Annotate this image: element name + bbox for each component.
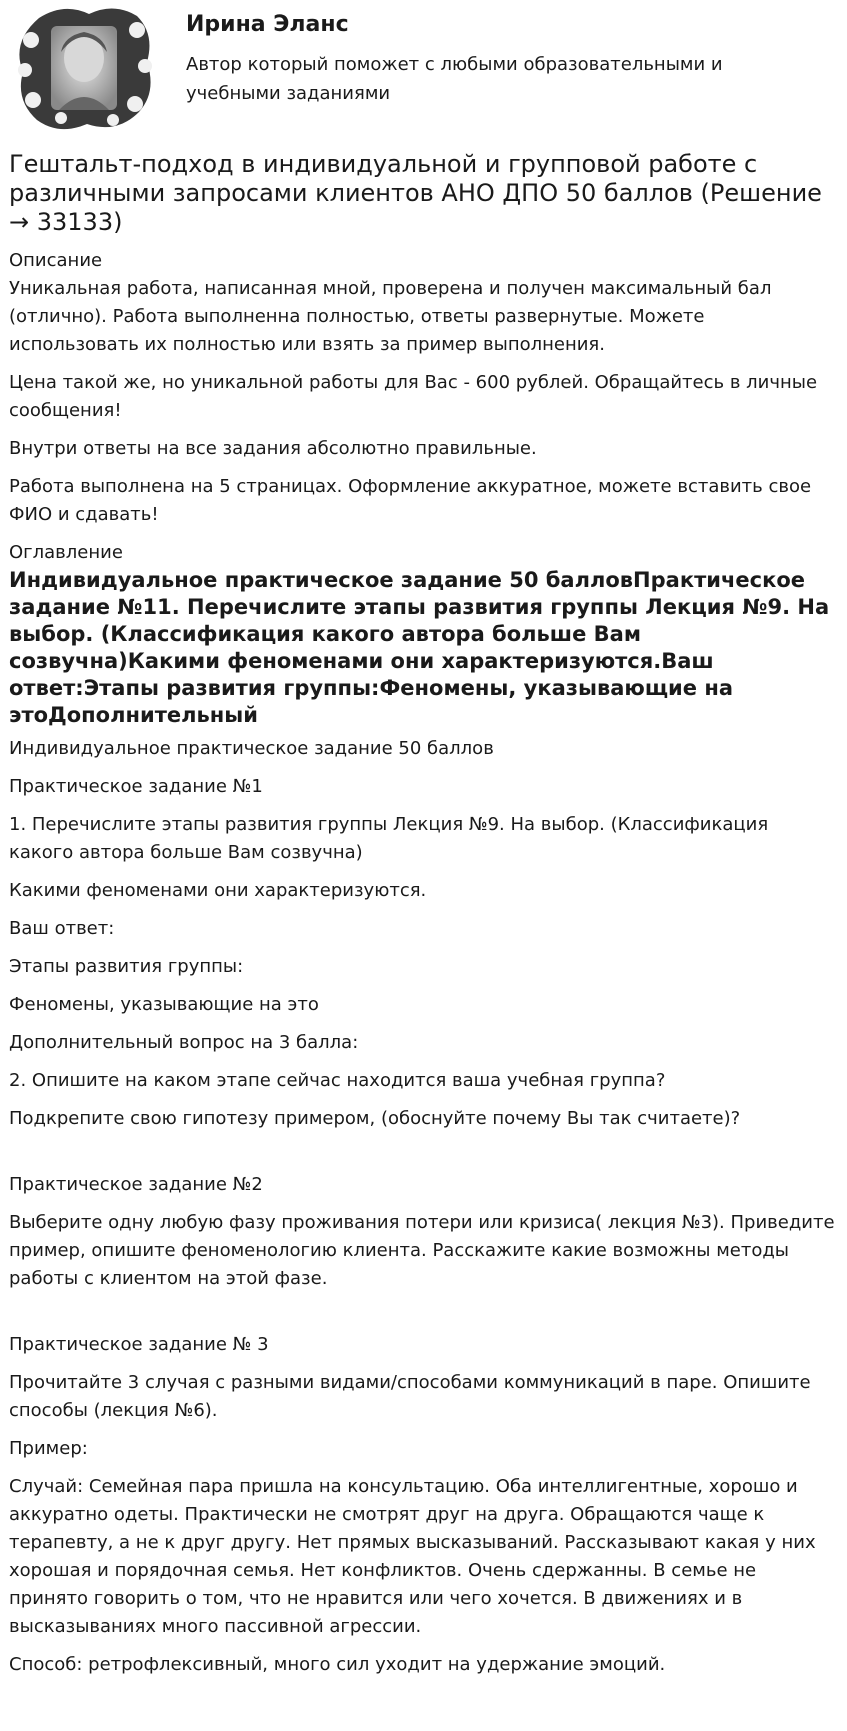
- author-name[interactable]: Ирина Эланс: [186, 12, 349, 37]
- author-description: Автор который поможет с любыми образовательными и учебными заданиями: [186, 54, 723, 104]
- contents-paragraph: Дополнительный вопрос на 3 балла:: [9, 1032, 359, 1053]
- contents-paragraph: Прочитайте 3 случая с разными видами/способами коммуникаций в паре. Опишите способы (лекция №6).: [9, 1372, 811, 1421]
- contents-paragraph: Практическое задание № 3: [9, 1334, 269, 1355]
- description-paragraph: Внутри ответы на все задания абсолютно правильные.: [9, 438, 537, 459]
- contents-paragraph: Пример:: [9, 1438, 88, 1459]
- description-paragraph: Работа выполнена на 5 страницах. Оформление аккуратное, можете вставить свое ФИО и сдавать!: [9, 476, 812, 525]
- description-label: Описание: [9, 250, 103, 271]
- author-info: [186, 0, 796, 108]
- contents-paragraph: Феномены, указывающие на это: [9, 994, 319, 1015]
- contents-paragraph: Практическое задание №2: [9, 1174, 263, 1195]
- contents-paragraph: Практическое задание №1: [9, 776, 263, 797]
- author-card: [9, 0, 838, 136]
- contents-paragraph: 2. Опишите на каком этапе сейчас находится ваша учебная группа?: [9, 1070, 666, 1091]
- contents-paragraph: Индивидуальное практическое задание 50 баллов: [9, 738, 494, 759]
- contents-paragraph: Способ: ретрофлексивный, много сил уходит на удержание эмоций.: [9, 1654, 666, 1675]
- author-avatar[interactable]: [9, 0, 159, 136]
- contents-paragraph: Выберите одну любую фазу проживания потери или кризиса( лекция №3). Приведите пример, опишите феноменологию клиента. Расскажите какие возможны методы работы с клиентом на этой фазе.: [9, 1212, 835, 1289]
- contents-label: Оглавление: [9, 542, 123, 563]
- spacer: [9, 1143, 838, 1171]
- contents-paragraph: Подкрепите свою гипотезу примером, (обоснуйте почему Вы так считаете)?: [9, 1108, 741, 1129]
- contents-paragraph: Этапы развития группы:: [9, 956, 244, 977]
- description-paragraph: Цена такой же, но уникальной работы для Вас - 600 рублей. Обращайтесь в личные сообщения!: [9, 372, 818, 421]
- contents-paragraph: Какими феноменами они характеризуются.: [9, 880, 427, 901]
- contents-paragraph: 1. Перечислите этапы развития группы Лекция №9. На выбор. (Классификация какого автора больше Вам созвучна): [9, 814, 769, 863]
- spacer: [9, 1303, 838, 1331]
- contents-paragraph: Случай: Семейная пара пришла на консультацию. Оба интеллигентные, хорошо и аккуратно одеты. Практически не смотрят друг на друга. Обращаются чаще к терапевту, а не к друг другу. Нет прямых высказываний. Рассказывают какая у них хорошая и порядочная семья. Нет конфликтов. Очень сдержанны. В семье не принято говорить о том, что не нравится или чего хочется. В движениях и в высказываниях много пассивной агрессии.: [9, 1476, 816, 1637]
- contents-heading: Индивидуальное практическое задание 50 балловПрактическое задание №11. Перечислите этапы развития группы Лекция №9. На выбор. (Классификация какого автора больше Вам созвучна)Какими феноменами они характеризуются.Ваш ответ:Этапы развития группы:Феномены, указывающие на этоДополнительный: [9, 568, 830, 727]
- page-title: Гештальт-подход в индивидуальной и групповой работе с различными запросами клиентов АНО ДПО 50 баллов (Решение → 33133): [9, 150, 822, 236]
- contents-paragraph: Ваш ответ:: [9, 918, 115, 939]
- description-paragraph: Уникальная работа, написанная мной, проверена и получен максимальный бал (отлично). Работа выполненна полностью, ответы развернутые. Можете использовать их полностью или взять за пример выполнения.: [9, 278, 772, 355]
